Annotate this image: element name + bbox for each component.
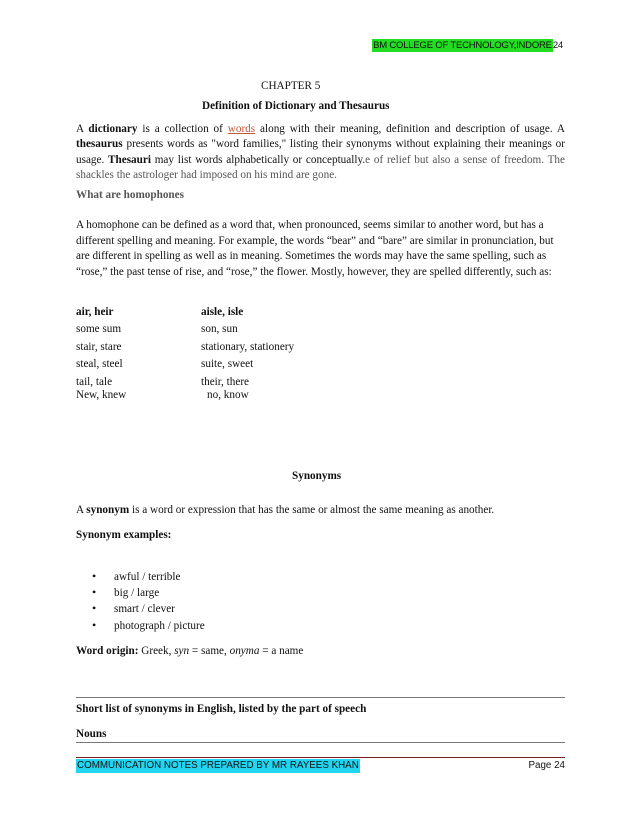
- pair-right: aisle, isle: [201, 306, 244, 318]
- text-run: = same,: [189, 645, 230, 657]
- list-item: [92, 585, 205, 601]
- bullet-icon: •: [92, 585, 97, 600]
- footer-author: COMMUNICATION NOTES PREPARED BY MR RAYEES KHAN: [77, 760, 359, 771]
- header-college: BM COLLEGE OF TECHNOLOGY,INDORE: [373, 40, 552, 51]
- stray-text: e of relief but also a sense of freedom. The shackles the astrologer had imposed on his mind are gone.: [76, 153, 565, 182]
- synonym-examples-heading: Synonym examples:: [76, 529, 172, 541]
- page-footer: [76, 757, 565, 772]
- text-run: may list words alphabetically or conceptually.: [150, 153, 366, 166]
- text-run: along with their meaning, definition and description of usage. A: [255, 123, 566, 135]
- page-header: [372, 40, 563, 51]
- text-run: is a collection of: [137, 123, 228, 135]
- divider: [76, 697, 565, 698]
- short-list-heading: Short list of synonyms in English, listed by the part of speech: [76, 703, 367, 715]
- bullet-icon: •: [92, 569, 97, 583]
- term-syn: syn: [174, 645, 190, 657]
- text-run: A: [76, 504, 87, 516]
- word-origin: [76, 644, 303, 659]
- text-run: = a name: [259, 645, 304, 657]
- example-text: awful / terrible: [114, 571, 181, 583]
- homophones-paragraph: A homophone can be defined as a word that, when pronounced, seems similar to another word, but has a different spelling and meaning. For example, the words “bear” and “bare” are similar in pronunciation, but are different in spelling as well as in meaning. Sometimes the words may have the same spelling, such as “rose,” the past tense of rise, and “rose,” the flower. Mostly, however, they are spelled differently, such as:: [76, 219, 554, 278]
- list-item: [92, 569, 205, 585]
- pair-left: air, heir: [76, 306, 114, 318]
- words-link[interactable]: words: [227, 123, 256, 135]
- pair-left: New, knew: [76, 389, 127, 401]
- list-item: [92, 601, 205, 617]
- definition-paragraph: [76, 122, 565, 184]
- word-origin-label: Word origin:: [76, 645, 139, 657]
- header-page-number: 24: [552, 40, 563, 51]
- text-run: A: [76, 123, 89, 135]
- pair-right: suite, sweet: [201, 358, 254, 370]
- term-thesauri: Thesauri: [108, 153, 151, 166]
- example-text: smart / clever: [114, 603, 175, 616]
- text-run: is a word or expression that has the same or almost the same meaning as another.: [129, 504, 495, 516]
- divider: [76, 742, 565, 743]
- pair-right: no, know: [207, 389, 249, 401]
- pair-right: their, there: [201, 376, 250, 388]
- section-heading-definition: Definition of Dictionary and Thesaurus: [202, 100, 390, 112]
- term-dictionary: dictionary: [88, 123, 138, 135]
- pair-right: son, sun: [201, 323, 238, 335]
- synonym-examples-list: [92, 569, 205, 634]
- pair-left: steal, steel: [76, 358, 123, 370]
- example-text: photograph / picture: [114, 619, 205, 632]
- term-thesaurus: thesaurus: [76, 138, 123, 151]
- list-item: [92, 618, 205, 634]
- pair-right: stationary, stationery: [201, 341, 295, 353]
- synonyms-heading: Synonyms: [292, 470, 342, 482]
- term-synonym: synonym: [86, 504, 130, 516]
- synonym-definition: [76, 503, 494, 518]
- term-onyma: onyma: [229, 645, 260, 657]
- homophones-heading: What are homophones: [76, 189, 184, 201]
- bullet-icon: •: [92, 617, 97, 632]
- pair-left: tail, tale: [76, 376, 113, 388]
- nouns-heading: Nouns: [76, 728, 107, 740]
- footer-page-number: Page 24: [528, 760, 565, 771]
- text-run: Greek,: [138, 645, 175, 657]
- example-text: big / large: [114, 587, 160, 600]
- bullet-icon: •: [92, 601, 97, 616]
- chapter-title: CHAPTER 5: [261, 80, 321, 92]
- text-run: presents words as "word families," listing their synonyms without explaining their meanings or usage.: [76, 138, 565, 166]
- pair-left: stair, stare: [76, 341, 122, 353]
- pair-left: some sum: [76, 323, 122, 335]
